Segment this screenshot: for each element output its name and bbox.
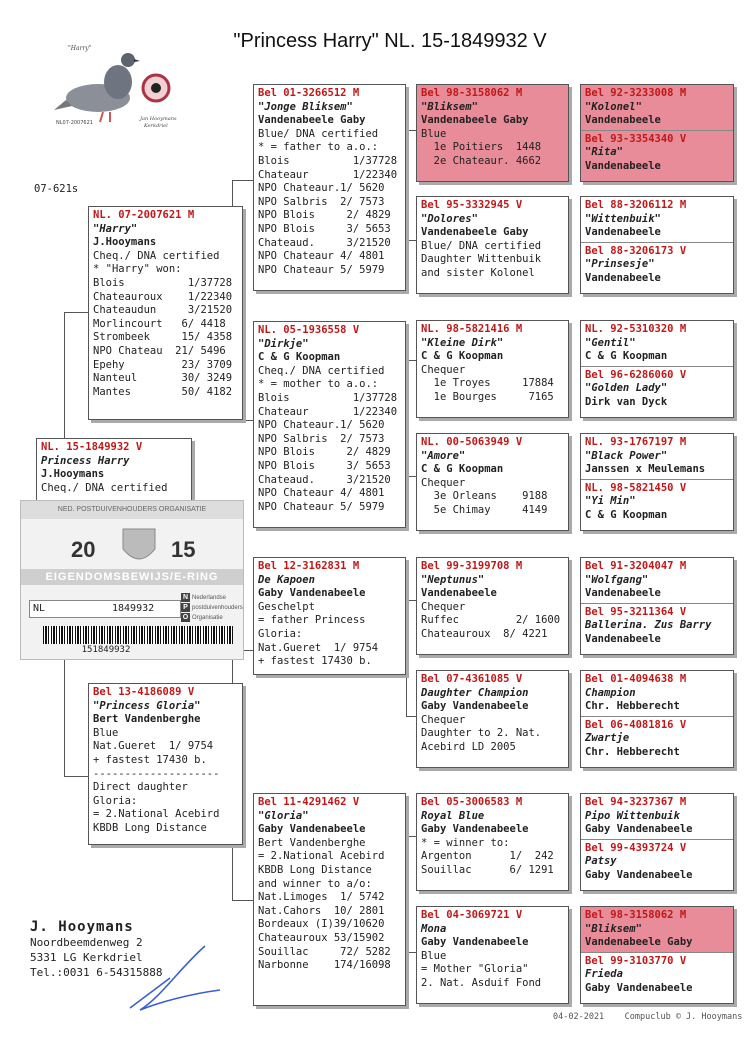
ancestor-line: Souillac 6/ 1291 [421, 863, 554, 876]
great-grandparent-card [416, 793, 569, 891]
g4-breeder: Vandenabeele [585, 271, 661, 284]
licence-o: Organisatie [192, 615, 223, 621]
owner-phone: Tel.:0031 6-54315888 [30, 966, 163, 979]
g4-pair-card [580, 557, 734, 655]
connector [406, 130, 416, 131]
g4-ring: Bel 88-3206173 V [585, 244, 687, 257]
g4-breeder: Janssen x Meulemans [585, 463, 706, 476]
ancestor-line: Blue/ DNA certified [421, 239, 542, 252]
g4-name: Ballerina. Zus Barry [585, 619, 712, 632]
g4-breeder: Vandenabeele [585, 632, 661, 645]
ancestor-breeder: Gaby Vandenabeele [421, 823, 529, 836]
ancestor-line: = Mother "Gloria" [421, 963, 529, 976]
lion-crest-icon [119, 525, 159, 569]
g4-ring: Bel 01-4094638 M [585, 673, 687, 685]
ancestor-line: Chequer [421, 713, 466, 726]
certificate-nl: NL [33, 603, 46, 614]
sire-line: * "Harry" won: [93, 263, 182, 276]
ancestor-line: 1e Poitiers 1448 [421, 141, 542, 154]
g4-pair-card [580, 433, 734, 531]
g4-pair-card [580, 320, 734, 418]
connector [232, 180, 254, 181]
great-grandparent-card [416, 84, 569, 182]
dam-sire-line: Nat.Gueret 1/ 9754 [258, 641, 379, 654]
sire-sire-line: NPO Chateaur 4/ 4801 [258, 250, 385, 263]
great-grandparent-card [416, 906, 569, 1004]
dam-sire-card [253, 557, 406, 675]
sire-sire-ring: Bel 01-3266512 M [258, 87, 360, 99]
dam-dam-ring: Bel 11-4291462 V [258, 796, 360, 808]
g4-name: "Wittenbuik" [585, 212, 661, 225]
dam-line: Blue [93, 726, 119, 739]
ancestor-line: 3e Orleans 9188 [421, 490, 548, 503]
g4-breeder: Gaby Vandenabeele [585, 868, 693, 881]
g4-name: Frieda [585, 968, 623, 981]
ancestor-breeder: C & G Koopman [421, 463, 504, 476]
page-title: "Princess Harry" NL. 15-1849932 V [233, 30, 547, 52]
dam-dam-line: Souillac 72/ 5282 [258, 945, 391, 958]
g4-name: "Golden Lady" [585, 382, 668, 395]
connector [406, 240, 416, 241]
g4-breeder: Gaby Vandenabeele [585, 981, 693, 994]
connector [232, 420, 254, 421]
g4-breeder: Gaby Vandenabeele [585, 823, 693, 836]
barcode-number: 151849932 [81, 645, 131, 655]
dam-line: Direct daughter [93, 781, 188, 794]
g4-name: Pipo Wittenbuik [585, 809, 680, 822]
g4-breeder: Vandenabeele [585, 159, 661, 172]
connector [406, 716, 416, 717]
g4-name: "Bliksem" [581, 923, 733, 937]
g4-ring: Bel 96-6286060 V [585, 368, 687, 381]
connector [406, 836, 407, 952]
g4-pair-card [580, 793, 734, 891]
g4-ring: Bel 98-3158062 M [581, 907, 733, 923]
sire-sire-line: NPO Chateaur 5/ 5979 [258, 263, 385, 276]
footer: 04-02-2021 Compuclub © J. Hooymans [553, 1012, 743, 1022]
dam-line: Nat.Gueret 1/ 9754 [93, 740, 214, 753]
connector [64, 312, 90, 313]
subject-breeder: J.Hooymans [41, 468, 105, 481]
connector [406, 360, 416, 361]
g4-breeder: Vandenabeele [585, 587, 661, 600]
dam-line: Gloria: [93, 794, 138, 807]
photo-caption-right-1: Jan Hooymans [140, 116, 177, 122]
ancestor-line: Ruffec 2/ 1600 [421, 614, 561, 627]
dam-line: + fastest 17430 b. [93, 753, 207, 766]
dam-sire-breeder: Gaby Vandenabeele [258, 587, 366, 600]
sire-card [88, 206, 243, 420]
g4-breeder: C & G Koopman [585, 350, 668, 363]
ancestor-line: 2. Nat. Asduif Fond [421, 976, 542, 989]
licence-p: postduivenhouders [192, 605, 243, 611]
sire-sire-line: Chateaur 1/22340 [258, 168, 398, 181]
g4-breeder: C & G Koopman [585, 508, 668, 521]
ancestor-line: 5e Chimay 4149 [421, 503, 548, 516]
sire-dam-line: Chateaur 1/22340 [258, 405, 398, 418]
certificate-licence: N Nederlandse P postduivenhouders O Organisatie [182, 594, 243, 621]
certificate-eigendom: EIGENDOMSBEWIJS/E-RING [21, 569, 243, 585]
sire-dam-breeder: C & G Koopman [258, 351, 341, 364]
subject-line: Cheq./ DNA certified [41, 481, 168, 494]
ancestor-ring: Bel 99-3199708 M [421, 560, 523, 572]
g4-name: "Wolfgang" [585, 573, 649, 586]
ring-certificate [20, 500, 244, 660]
certificate-org: NED. POSTDUIVENHOUDERS ORGANISATIE [21, 501, 243, 519]
dam-dam-line: Nat.Limoges 1/ 5742 [258, 891, 385, 904]
licence-n: Nederlandse [192, 595, 227, 601]
g4-name: Zwartje [585, 732, 630, 745]
ancestor-breeder: C & G Koopman [421, 350, 504, 363]
ancestor-line: Chequer [421, 476, 466, 489]
sire-sire-line: Blois 1/37728 [258, 154, 398, 167]
ancestor-line: 1e Bourges 7165 [421, 390, 554, 403]
certificate-ring-field [29, 600, 181, 618]
sire-dam-line: NPO Blois 2/ 4829 [258, 446, 391, 459]
ancestor-line: 2e Chateaur. 4662 [421, 154, 542, 167]
ancestor-line: Argenton 1/ 242 [421, 850, 554, 863]
certificate-number: 1849932 [112, 603, 155, 614]
great-grandparent-card [416, 196, 569, 294]
sire-breeder: J.Hooymans [93, 236, 157, 249]
dam-ring: Bel 13-4186089 V [93, 686, 195, 698]
sire-name: "Harry" [93, 222, 138, 235]
dam-dam-line: Nat.Cahors 10/ 2801 [258, 904, 385, 917]
ancestor-name: Royal Blue [421, 809, 485, 822]
g4-ring: NL. 98-5821450 V [585, 481, 687, 494]
dam-sire-line: Gloria: [258, 627, 303, 640]
ancestor-breeder: Gaby Vandenabeele [421, 700, 529, 713]
dam-dam-line: and winner to a/o: [258, 877, 372, 890]
dam-breeder: Bert Vandenberghe [93, 713, 201, 726]
dam-sire-line: Geschelpt [258, 600, 315, 613]
g4-name: "Black Power" [585, 449, 668, 462]
g4-ring: Bel 06-4081816 V [585, 718, 687, 731]
sire-dam-name: "Dirkje" [258, 337, 309, 350]
sire-sire-breeder: Vandenabeele Gaby [258, 114, 366, 127]
g4-pair-card [580, 84, 734, 182]
sire-sire-line: NPO Chateaur.1/ 5620 [258, 182, 385, 195]
photo-caption-right-2: Kerkdriel [144, 123, 168, 129]
connector [406, 952, 416, 953]
g4-breeder: Dirk van Dyck [585, 395, 668, 408]
g4-ring: Bel 93-3354340 V [585, 132, 687, 145]
g4-name: "Gentil" [585, 336, 636, 349]
ancestor-name: Daughter Champion [421, 686, 529, 699]
barcode [43, 626, 233, 644]
g4-name: Patsy [585, 855, 617, 868]
ancestor-name: "Neptunus" [421, 573, 485, 586]
dam-dam-breeder: Gaby Vandenabeele [258, 823, 366, 836]
ancestor-ring: Bel 95-3332945 V [421, 199, 523, 211]
sire-sire-line: NPO Blois 3/ 5653 [258, 222, 391, 235]
sire-sire-line: Blue/ DNA certified [258, 127, 379, 140]
ancestor-ring: NL. 98-5821416 M [421, 323, 523, 335]
ancestor-line: and sister Kolonel [421, 266, 535, 279]
sire-dam-line: Blois 1/37728 [258, 391, 398, 404]
sire-sire-card [253, 84, 406, 291]
sire-dam-line: * = mother to a.o.: [258, 378, 379, 391]
sire-dam-line: NPO Chateaur 5/ 5979 [258, 500, 385, 513]
ancestor-line: Chequer [421, 600, 466, 613]
sire-dam-line: NPO Chateaur 4/ 4801 [258, 487, 385, 500]
g4-ring: Bel 95-3211364 V [585, 605, 687, 618]
certificate-year-right: 15 [171, 537, 196, 562]
connector-subject-sire [64, 312, 65, 438]
connector [406, 130, 407, 240]
g4-name: "Yi Min" [585, 495, 636, 508]
ancestor-line: 1e Troyes 17884 [421, 377, 554, 390]
ancestor-name: "Dolores" [421, 212, 478, 225]
g4-breeder: Chr. Hebberecht [585, 700, 680, 713]
g4-name: "Kolonel" [585, 100, 642, 113]
sire-dam-line: Chateaud. 3/21520 [258, 473, 391, 486]
ancestor-line: Acebird LD 2005 [421, 740, 516, 753]
great-grandparent-card [416, 320, 569, 418]
ancestor-line: Chateauroux 8/ 4221 [421, 627, 548, 640]
g4-ring: Bel 92-3233008 M [585, 87, 687, 99]
sire-dam-line: NPO Salbris 2/ 7573 [258, 432, 385, 445]
sire-line: Strombeek 15/ 4358 [93, 331, 233, 344]
sire-line: Nanteul 30/ 3249 [93, 372, 233, 385]
ancestor-name: "Amore" [421, 449, 466, 462]
sire-line: Morlincourt 6/ 4418 [93, 317, 226, 330]
dam-sire-name: De Kapoen [258, 573, 315, 586]
ancestor-line: Daughter to 2. Nat. [421, 727, 542, 740]
dam-line: -------------------- [93, 767, 220, 780]
sire-line: NPO Chateau 21/ 5496 [93, 344, 226, 357]
g4-name: "Rita" [585, 146, 623, 159]
dam-dam-card [253, 793, 406, 1006]
dam-sire-ring: Bel 12-3162831 M [258, 560, 360, 572]
g4-breeder: Vandenabeele [585, 226, 661, 239]
dam-dam-line: KBDB Long Distance [258, 863, 372, 876]
dam-sire-line: = father Princess [258, 614, 366, 627]
certificate-year-left: 20 [71, 537, 96, 562]
connector [232, 900, 254, 901]
sire-sire-line: NPO Blois 2/ 4829 [258, 209, 391, 222]
g4-ring: Bel 91-3204047 M [585, 560, 687, 572]
ancestor-line: * = winner to: [421, 836, 510, 849]
dam-line: = 2.National Acebird [93, 808, 220, 821]
dam-dam-line: = 2.National Acebird [258, 850, 385, 863]
photo-label: "Harry" [68, 45, 92, 52]
ancestor-ring: Bel 98-3158062 M [421, 87, 523, 99]
connector-subject-dam [64, 660, 65, 776]
dam-card [88, 683, 243, 845]
sire-line: Epehy 23/ 3709 [93, 358, 233, 371]
sire-ring: NL. 07-2007621 M [93, 209, 195, 221]
ancestor-name: "Bliksem" [421, 100, 478, 113]
sire-sire-line: * = father to a.o.: [258, 141, 379, 154]
g4-breeder: Chr. Hebberecht [585, 745, 680, 758]
g4-ring: NL. 92-5310320 M [585, 323, 687, 335]
ancestor-ring: Bel 07-4361085 V [421, 673, 523, 685]
dam-dam-line: Bordeaux (I)39/10620 [258, 918, 385, 931]
sire-dam-line: NPO Chateaur.1/ 5620 [258, 419, 385, 432]
dam-dam-line: Chateauroux 53/15902 [258, 931, 385, 944]
connector [406, 836, 416, 837]
ancestor-breeder: Vandenabeele Gaby [421, 226, 529, 239]
dam-line: KBDB Long Distance [93, 821, 207, 834]
ancestor-ring: Bel 05-3006583 M [421, 796, 523, 808]
owner-name: J. Hooymans [30, 919, 134, 935]
g4-name: Champion [585, 686, 636, 699]
g4-ring: NL. 93-1767197 M [585, 436, 687, 448]
owner-street: Noordbeemdenweg 2 [30, 936, 143, 949]
connector [406, 600, 416, 601]
sire-line: Chateauroux 1/22340 [93, 290, 233, 303]
great-grandparent-card [416, 433, 569, 531]
sire-line: Chateaudun 3/21520 [93, 304, 233, 317]
g4-pair-card [580, 196, 734, 294]
ancestor-name: "Kleine Dirk" [421, 336, 504, 349]
dam-dam-name: "Gloria" [258, 809, 309, 822]
dam-dam-line: Narbonne 174/16098 [258, 959, 391, 972]
ancestor-ring: NL. 00-5063949 V [421, 436, 523, 448]
dam-sire-line: + fastest 17430 b. [258, 655, 372, 668]
g4-pair-card [580, 906, 734, 1004]
connector [406, 360, 407, 476]
great-grandparent-card [416, 557, 569, 655]
sire-dam-line: Cheq./ DNA certified [258, 364, 385, 377]
subject-ring: NL. 15-1849932 V [41, 441, 143, 453]
subject-card [36, 438, 192, 502]
ancestor-ring: Bel 04-3069721 V [421, 909, 523, 921]
g4-breeder: Vandenabeele [585, 114, 661, 127]
ancestor-breeder: Vandenabeele [421, 587, 497, 600]
sire-line: Mantes 50/ 4182 [93, 385, 233, 398]
connector [406, 600, 407, 716]
connector [406, 476, 416, 477]
ancestor-line: Blue [421, 127, 447, 140]
ancestor-line: Chequer [421, 363, 466, 376]
ancestor-name: Mona [421, 922, 447, 935]
sire-dam-card [253, 321, 406, 528]
ancestor-breeder: Vandenabeele Gaby [421, 114, 529, 127]
owner-city: 5331 LG Kerkdriel [30, 951, 143, 964]
sire-sire-line: Chateaud. 3/21520 [258, 236, 391, 249]
dam-dam-line: Bert Vandenberghe [258, 836, 366, 849]
g4-name: "Prinsesje" [585, 258, 655, 271]
sire-dam-ring: NL. 05-1936558 V [258, 324, 360, 336]
sire-line: Blois 1/37728 [93, 276, 233, 289]
great-grandparent-card [416, 670, 569, 768]
ancestor-line: Blue [421, 949, 447, 962]
photo-caption-left: NL07-2007621 [56, 120, 93, 126]
sire-sire-name: "Jonge Bliksem" [258, 100, 353, 113]
subject-name: Princess Harry [41, 454, 130, 467]
g4-ring: Bel 94-3237367 M [585, 796, 687, 808]
g4-ring: Bel 99-4393724 V [585, 841, 687, 854]
g4-ring: Bel 99-3103770 V [585, 954, 687, 967]
ancestor-breeder: Gaby Vandenabeele [421, 936, 529, 949]
sire-sire-line: NPO Salbris 2/ 7573 [258, 195, 385, 208]
g4-ring: Bel 88-3206112 M [585, 199, 687, 211]
sire-dam-line: NPO Blois 3/ 5653 [258, 459, 391, 472]
signature-icon [110, 938, 230, 1018]
g4-pair-card [580, 670, 734, 768]
connector [64, 776, 90, 777]
g4-breeder: Vandenabeele Gaby [581, 936, 733, 952]
ancestor-line: Daughter Wittenbuik [421, 253, 542, 266]
dam-name: "Princess Gloria" [93, 699, 201, 712]
pigeon-photo [48, 40, 184, 134]
sire-line: Cheq./ DNA certified [93, 249, 220, 262]
side-id: 07-621s [34, 183, 79, 195]
